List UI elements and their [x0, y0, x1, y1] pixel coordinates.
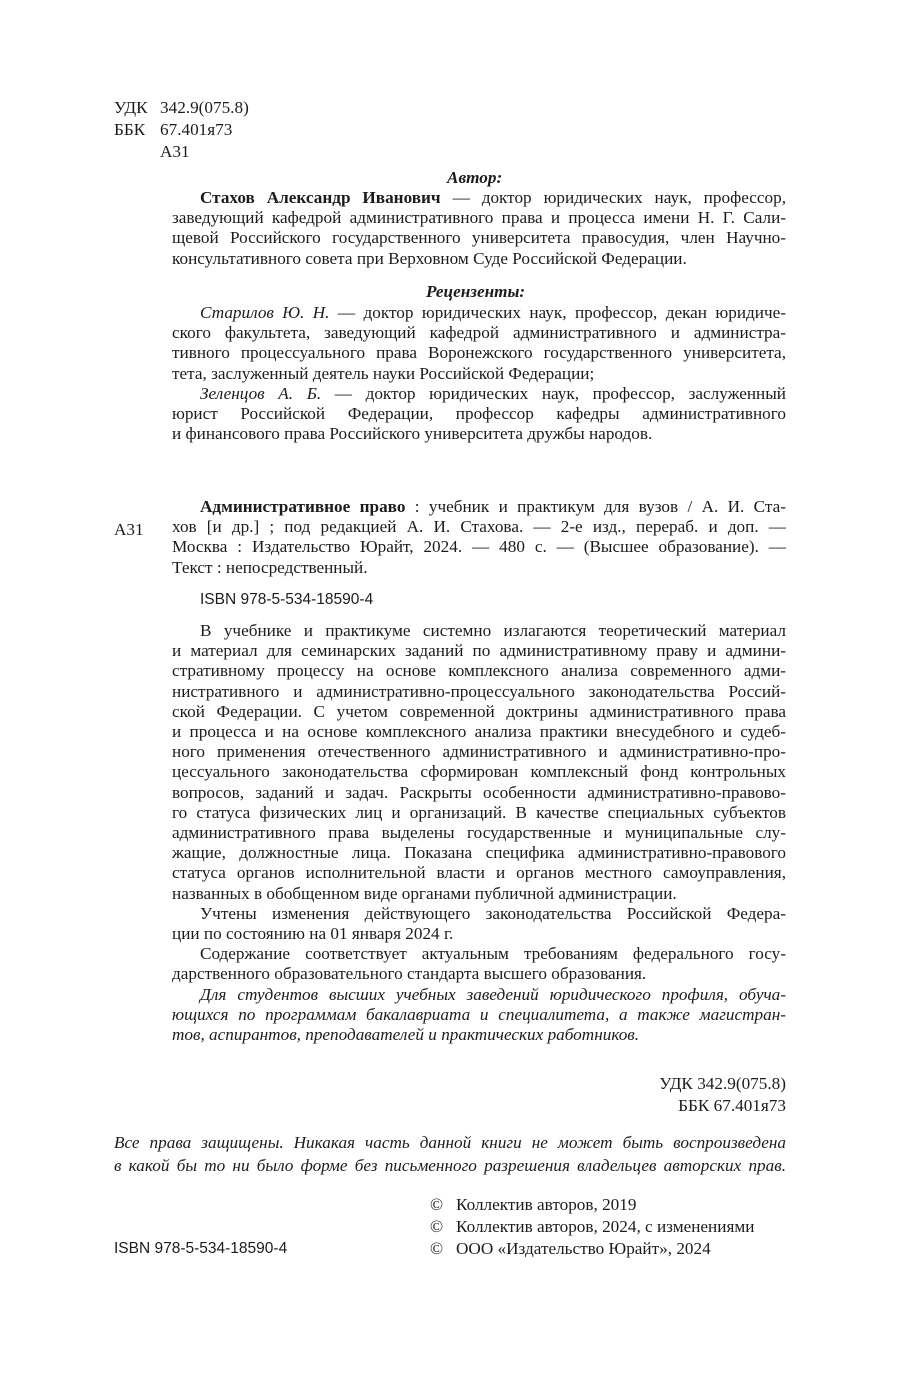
author-line: щевой Российского государственного университета правосудия, член Научно-: [172, 228, 786, 248]
reviewer-line: — доктор юридических наук, профессор, декан юридиче-: [329, 303, 786, 322]
author-heading: Автор:: [447, 168, 503, 187]
annotation-line: стративному процессу на основе комплексного анализа современного адми-: [172, 661, 786, 681]
bibliography-line: Москва : Издательство Юрайт, 2024. — 480 с. — (Высшее образование). —: [172, 537, 786, 557]
bibliography-line: хов [и др.] ; под редакцией А. И. Стахова. — 2-е изд., перераб. и доп. —: [172, 517, 786, 537]
copyright-symbol: ©: [430, 1195, 444, 1214]
copyright-symbol: ©: [430, 1217, 444, 1236]
bibliography-record: [172, 497, 786, 578]
udk-value: 342.9(075.8): [160, 98, 249, 117]
footer-bbk: ББК 67.401я73: [678, 1096, 786, 1115]
annotation-line: тов, аспирантов, преподавателей и практических работников.: [172, 1025, 640, 1045]
annotation-line: го статуса физических лиц и организаций. В качестве специальных субъектов: [172, 802, 786, 822]
annotation-line: ции по состоянию на 01 января 2024 г.: [172, 924, 454, 944]
bibliography-isbn: ISBN 978-5-534-18590-4: [200, 591, 374, 608]
reviewer-second-name: Зеленцов А. Б.: [200, 384, 322, 403]
annotation-line: названных в обобщенном виде органами публичной администрации.: [172, 883, 677, 903]
copyright-line: Коллектив авторов, 2024, с изменениями: [456, 1217, 755, 1236]
author-line: заведующий кафедрой административного права и процесса имени Н. Г. Сали-: [172, 208, 786, 228]
annotation-paragraph-1: [172, 621, 786, 1045]
reviewer-line: юрист Российской Федерации, профессор кафедры административного: [172, 404, 786, 424]
rights-line: в какой бы то ни было форме без письменного разрешения владельцев авторских прав.: [114, 1156, 786, 1175]
annotation-line: и материал для семинарских заданий по административному праву и админи-: [172, 641, 786, 661]
annotation-line: вопросов, заданий и задач. Раскрыты особенности административно-правово-: [172, 782, 786, 802]
reviewer-first-paragraph: [172, 303, 786, 384]
reviewer-line: тета, заслуженный деятель науки Российской Федерации;: [172, 363, 595, 383]
annotation-line: Учтены изменения действующего законодательства Российской Федера-: [200, 903, 786, 923]
annotation-line: административного права выделены государственные и муниципальные слу-: [172, 823, 786, 843]
bibliography-line: : учебник и практикум для вузов / А. И. Ста-: [405, 497, 786, 516]
author-paragraph: [172, 188, 786, 269]
reviewer-line: и финансового права Российского университета дружбы народов.: [172, 424, 653, 444]
annotation-line: Для студентов высших учебных заведений юридического профиля, обуча-: [200, 984, 786, 1004]
copyright-isbn: ISBN 978-5-534-18590-4: [114, 1240, 288, 1257]
bbk-value: 67.401я73: [160, 120, 233, 139]
reviewer-first-name: Старилов Ю. Н.: [200, 303, 330, 322]
annotation-line: дарственного образовательного стандарта высшего образования.: [172, 964, 647, 984]
annotation-line: нистративного и административно-процессуального законодательства Россий-: [172, 681, 786, 701]
reviewer-line: ского факультета, заведующий кафедрой административного и администра-: [172, 323, 786, 343]
author-line: — доктор юридических наук, профессор,: [440, 188, 787, 207]
book-title: Административное право: [200, 497, 406, 516]
bibliography-sign: А31: [114, 520, 144, 539]
reviewers-heading: Рецензенты:: [426, 282, 526, 301]
copyright-line: Коллектив авторов, 2019: [456, 1195, 637, 1214]
annotation-line: жащие, должностные лица. Показана специфика административно-правового: [172, 843, 786, 863]
annotation-line: В учебнике и практикуме системно излагаются теоретический материал: [200, 621, 786, 640]
reviewer-second-paragraph: [172, 384, 786, 445]
footer-udk: УДК 342.9(075.8): [659, 1074, 786, 1093]
annotation-line: статуса органов исполнительной власти и органов местного самоуправления,: [172, 863, 786, 883]
annotation-line: ской Федерации. С учетом современной доктрины административного права: [172, 701, 786, 721]
rights-line: Все права защищены. Никакая часть данной книги не может быть воспроизведена: [114, 1133, 786, 1152]
reviewer-line: — доктор юридических наук, профессор, заслуженный: [321, 384, 786, 403]
reviewer-line: тивного процессуального права Воронежского государственного университета,: [172, 343, 786, 363]
annotation-line: цессуального законодательства сформирован комплексный фонд контрольных: [172, 762, 786, 782]
annotation-line: и процесса и на основе комплексного анализа практики внесудебного и судеб-: [172, 722, 786, 742]
author-line: консультативного совета при Верховном Суде Российской Федерации.: [172, 248, 687, 268]
udk-label: УДК: [114, 98, 148, 117]
rights-notice: [114, 1131, 786, 1177]
author-name: Стахов Александр Иванович: [200, 188, 441, 207]
annotation-line: Содержание соответствует актуальным требованиям федерального госу-: [200, 944, 786, 964]
copyright-line: ООО «Издательство Юрайт», 2024: [456, 1239, 711, 1258]
author-sign: А31: [160, 142, 190, 161]
copyright-symbol: ©: [430, 1239, 444, 1258]
bbk-label: ББК: [114, 120, 146, 139]
bibliography-line: Текст : непосредственный.: [172, 557, 368, 577]
annotation-line: ного применения отечественного административного и административно-про-: [172, 742, 786, 762]
annotation-line: ющихся по программам бакалавриата и специалитета, а также магистран-: [172, 1004, 786, 1024]
